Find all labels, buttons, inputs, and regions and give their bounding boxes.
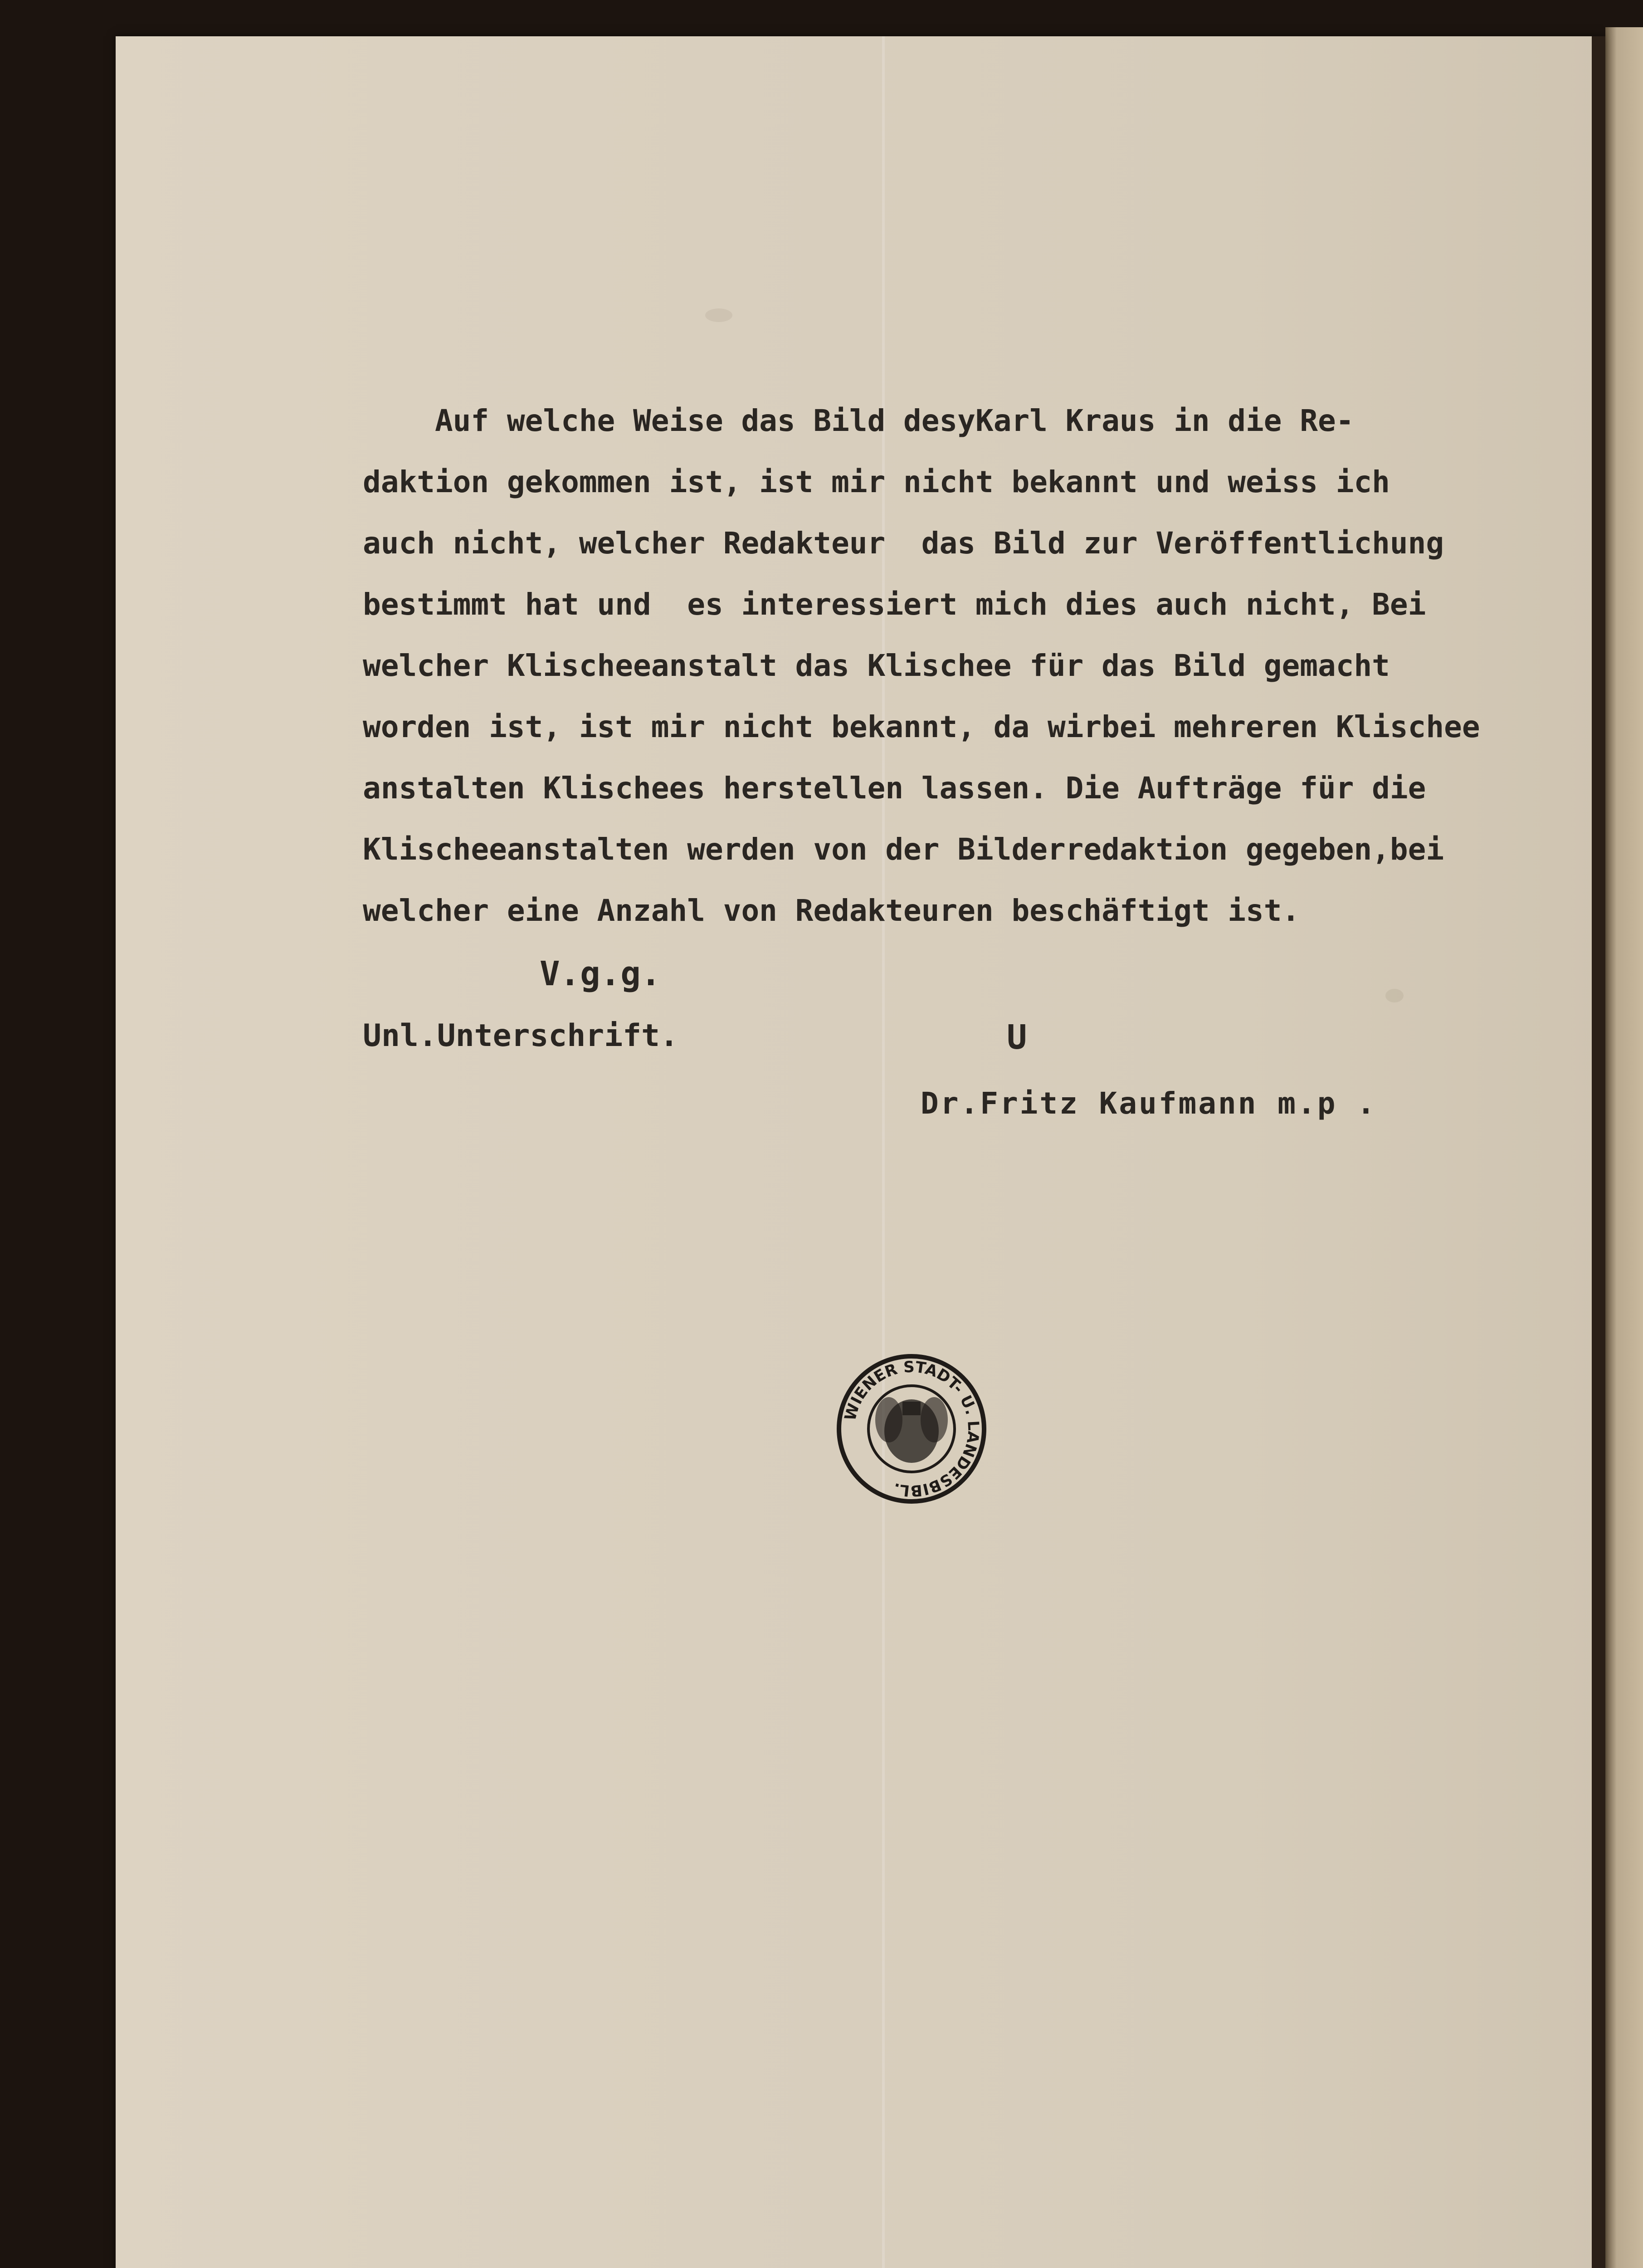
left-signature: Unl.Unterschrift.	[363, 1018, 678, 1054]
typed-body	[363, 390, 1487, 941]
eagle-emblem-icon	[875, 1397, 948, 1463]
body-line: welcher eine Anzahl von Redakteuren beschäftigt ist.	[363, 893, 1300, 928]
body-line: daktion gekommen ist, ist mir nicht bekannt und weiss ich	[363, 464, 1390, 499]
vgg-note: V.g.g.	[540, 954, 661, 993]
library-stamp	[834, 1352, 989, 1506]
adjacent-page-edge	[1605, 27, 1643, 2268]
document-page	[116, 36, 1603, 2268]
body-line: Klischeeanstalten werden von der Bilderredaktion gegeben,bei	[363, 832, 1444, 867]
body-line: Auf welche Weise das Bild desyKarl Kraus in die Re-	[363, 403, 1354, 438]
right-mark: U	[1007, 1018, 1027, 1057]
paper-speck	[1385, 989, 1404, 1002]
right-signature: Dr.Fritz Kaufmann m.p .	[921, 1086, 1377, 1121]
body-line: worden ist, ist mir nicht bekannt, da wirbei mehreren Klischee	[363, 709, 1480, 744]
page-binding-shadow	[1592, 36, 1605, 2268]
body-line: anstalten Klischees herstellen lassen. Die Aufträge für die	[363, 771, 1426, 806]
body-line: bestimmt hat und es interessiert mich dies auch nicht, Bei	[363, 587, 1426, 622]
body-line: auch nicht, welcher Redakteur das Bild zur Veröffentlichung	[363, 526, 1444, 561]
stamp-text: WIENER STADT- U. LANDESBIBL.	[841, 1358, 983, 1500]
body-line: welcher Klischeeanstalt das Klischee für das Bild gemacht	[363, 648, 1390, 683]
paper-speck	[705, 308, 732, 322]
page-fold	[882, 36, 885, 2268]
